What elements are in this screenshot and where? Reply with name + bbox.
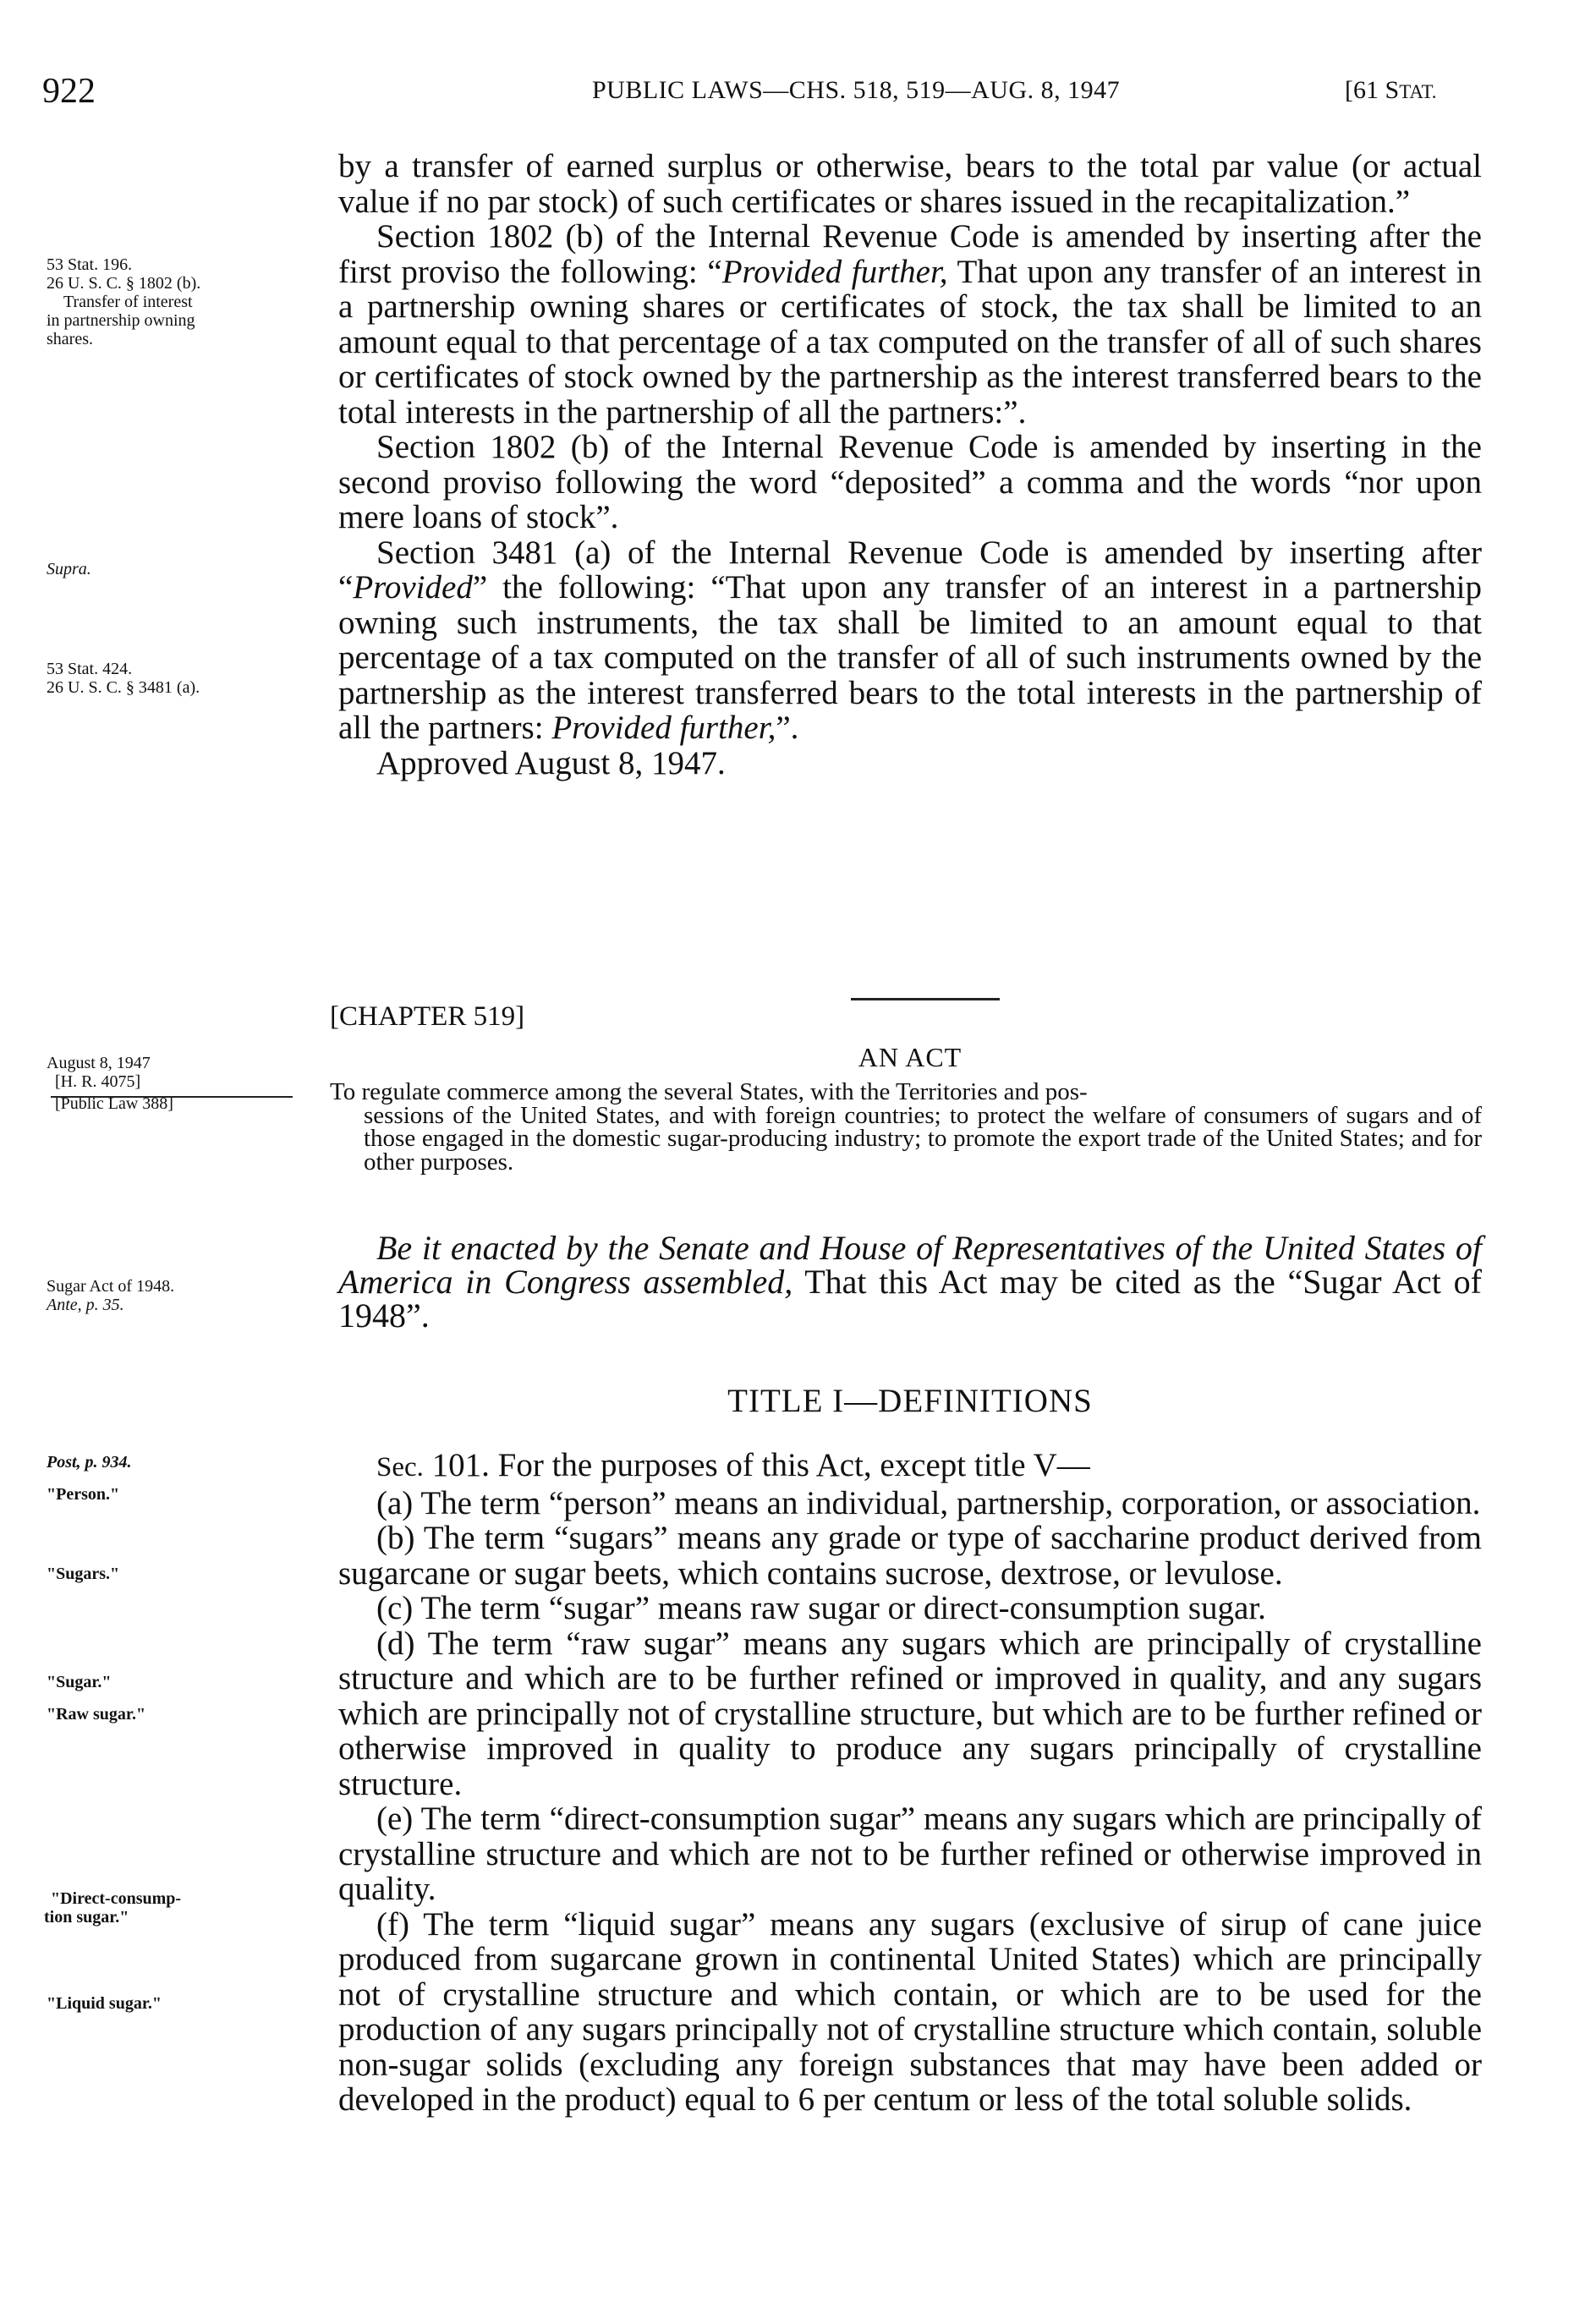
chapter-rule [851, 998, 1000, 1000]
margin-note-post: Post, p. 934. [47, 1453, 132, 1472]
definition-sugars: (b) The term “sugars” means any grade or type of saccharine product derived from sugarcane or sugar beets, which contains sucrose, dextrose, or levulose. [338, 1520, 1482, 1592]
section-101-intro: Sec. 101. For the purposes of this Act, except title V— [376, 1447, 1090, 1483]
margin-note-direct-consumption: "Direct-consump- tion sugar." [44, 1889, 182, 1927]
definition-liquid-sugar: (f) The term “liquid sugar” means any sugars (exclusive of sirup of cane juice produced from sugarcane grown in continental United States) which are principally not of crystalline structure and which contain, or which are to be used for the production of any sugars principally not of crystalline structure which contain, soluble non-sugar solids (excluding any foreign substances that may have been added or developed in the product) equal to 6 per centum or less of the total soluble solids. [338, 1905, 1482, 2118]
paragraph-section-3481a: Section 3481 (a) of the Internal Revenue Code is amended by inserting after “Provided” the following: “That upon any transfer of an interest in a partnership owning such instruments, the tax shall be limited to an amount equal to that percentage of a tax computed on the transfer of all of such instruments owned by the partnership as the interest transferred bears to the total interests in the partnership of all the partners: Provided further,”. [338, 534, 1482, 746]
approved-date: Approved August 8, 1947. [376, 744, 726, 781]
volume-reference: [61 STAT. [1345, 76, 1437, 104]
definition-person: (a) The term “person” means an individual, partnership, corporation, or association. [376, 1484, 1481, 1521]
definition-sugar: (c) The term “sugar” means raw sugar or direct-consumption sugar. [376, 1590, 1266, 1626]
margin-note-person: "Person." [47, 1485, 120, 1504]
margin-note-public-law: August 8, 1947 [H. R. 4075] [Public Law 388] [47, 1054, 173, 1113]
page-number: 922 [42, 72, 96, 111]
body-text-section-1 [338, 149, 1482, 781]
page-header [0, 71, 1574, 118]
margin-note-sugar: "Sugar." [47, 1673, 112, 1691]
margin-note-supra: Supra. [47, 560, 91, 578]
enacting-clause: Be it enacted by the Senate and House of Representatives of the United States of America in Congress assembled, That this Act may be cited as the “Sugar Act of 1948”. [338, 1229, 1482, 1335]
title-heading: TITLE I—DEFINITIONS [727, 1383, 1093, 1419]
margin-note-sugars: "Sugars." [47, 1565, 120, 1583]
definition-direct-consumption-sugar: (e) The term “direct-consumption sugar” means any sugars which are principally of crystalline structure and which are not to be further refined or otherwise improved in quality. [338, 1801, 1482, 1907]
paragraph-section-1802b-second: Section 1802 (b) of the Internal Revenue Code is amended by inserting in the second proviso following the word “deposited” a comma and the words “nor upon mere loans of stock”. [338, 429, 1482, 535]
margin-note-stat-196: 53 Stat. 196. 26 U. S. C. § 1802 (b). Transfer of interest in partnership owning shares. [47, 255, 201, 348]
chapter-label: [CHAPTER 519] [330, 1001, 525, 1032]
section-101 [338, 1448, 1482, 2118]
definition-raw-sugar: (d) The term “raw sugar” means any sugars which are principally of crystalline structure and which are to be further refined or improved in quality, and any sugars which are principally not of crystalline structure, but which are to be further refined or otherwise improved in quality to produce any sugars principally of crystalline structure. [338, 1625, 1482, 1802]
paragraph-section-1802b-first: Section 1802 (b) of the Internal Revenue Code is amended by inserting after the first proviso the following: “Provided further, That upon any transfer of an interest in a partnership owning shares or certificates of stock, the tax shall be limited to an amount equal to that percentage of a tax computed on the transfer of all of such shares or certificates of stock owned by the partnership as the interest transferred bears to the total interests in the partnership of all the partners:”. [338, 218, 1482, 430]
margin-note-stat-424: 53 Stat. 424. 26 U. S. C. § 3481 (a). [47, 660, 200, 697]
running-head: PUBLIC LAWS—CHS. 518, 519—AUG. 8, 1947 [592, 76, 1121, 104]
margin-divider [51, 1096, 293, 1098]
margin-note-sugar-act: Sugar Act of 1948. Ante, p. 35. [47, 1277, 175, 1314]
margin-note-raw-sugar: "Raw sugar." [47, 1705, 146, 1724]
paragraph-recapitalization: by a transfer of earned surplus or otherwise, bears to the total par value (or actual value if no par stock) of such certificates or shares issued in the recapitalization.” [338, 148, 1482, 220]
act-purpose: To regulate commerce among the several States, with the Territories and pos- sessions of the United States, and with foreign countries; to protect the welfare of consumers of sugars and of those engaged in the domestic sugar-producing industry; to promote the export trade of the United States; and for other purposes. [330, 1078, 1482, 1176]
margin-note-liquid-sugar: "Liquid sugar." [47, 1994, 162, 2013]
act-title: AN ACT [858, 1042, 962, 1072]
